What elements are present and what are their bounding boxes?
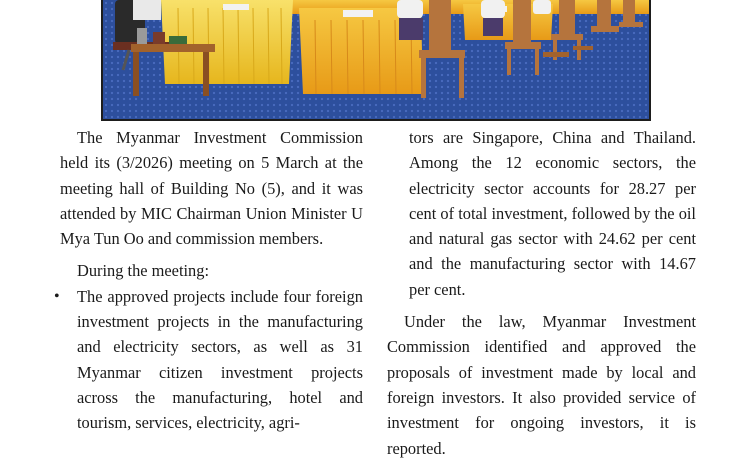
meeting-photo: [101, 0, 651, 121]
paragraph-during-meeting: During the meeting:: [77, 261, 210, 281]
list-item: [60, 284, 363, 436]
right-column: [387, 125, 696, 461]
paragraph-investors-sectors: tors are Singapore, China and Thailand. Among the 12 economic sectors, the electricity sector accounts for 28.27 per cent of total investment, followed by the oil and natural gas sector with 24.62 per cent and the manufacturing sector with 14.67 per cent.: [409, 128, 696, 299]
paragraph-under-the-law: Under the law, Myanmar Investment Commission identified and approved the proposals of investment made by local and foreign investors. It also provided service of investment for ongoing investors, it is reported.: [387, 312, 696, 458]
meeting-hall-photo-icon: [103, 0, 649, 121]
left-column: [60, 125, 363, 436]
bullet-approved-projects: • The approved projects include four foreign investment projects in the manufacturing and electricity sectors, as well as 31 Myanmar citizen investment projects across the manufacturing, hotel and tourism, services, electricity, agri-: [77, 286, 363, 433]
bullet-list: [60, 284, 363, 436]
paragraph-meeting-intro: The Myanmar Investment Commission held its (3/2026) meeting on 5 March at the meeting hall of Building No (5), and it was attended by MIC Chairman Union Minister U Mya Tun Oo and commission members.: [60, 128, 363, 249]
